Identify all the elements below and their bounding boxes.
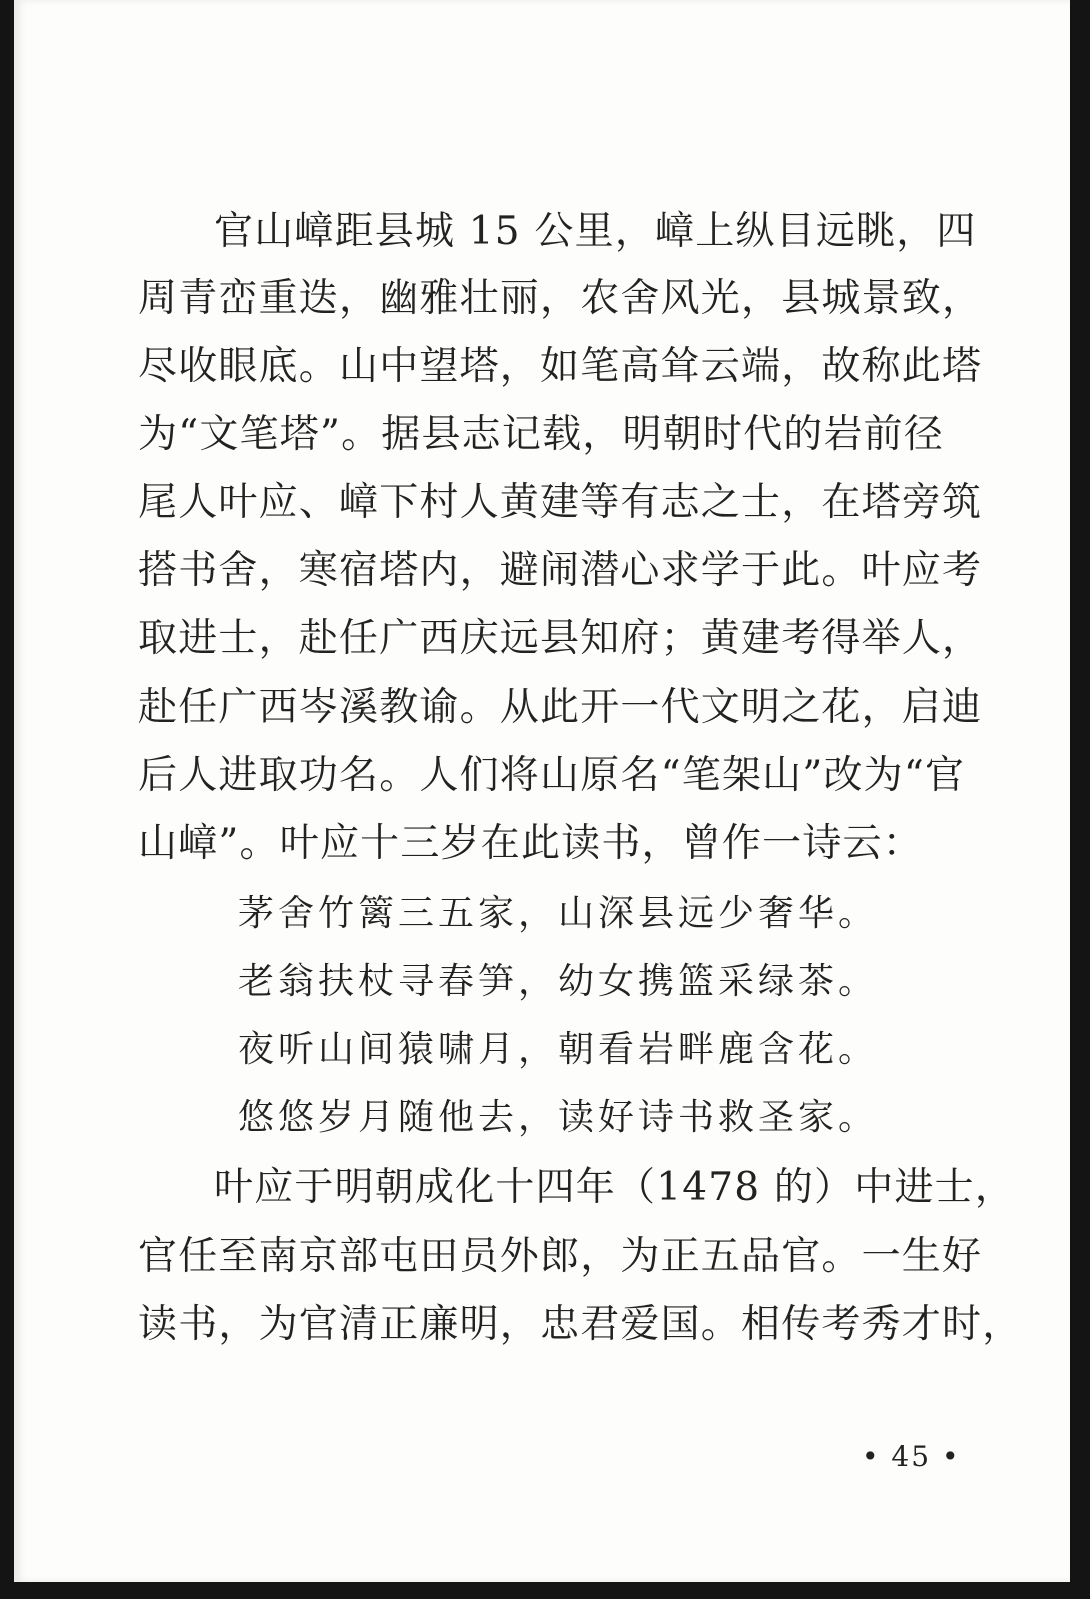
paragraph-1-line-7: 取进士，赴任广西庆远县知府；黄建考得举人， — [138, 616, 983, 661]
paragraph-1-line-1: 官山嶂距县城 15 公里，嶂上纵目远眺，四 — [214, 209, 977, 254]
paragraph-1-line-8: 赴任广西岑溪教谕。从此开一代文明之花，启迪 — [138, 685, 983, 730]
poem-line-3: 夜听山间猿啸月，朝看岩畔鹿含花。 — [238, 1029, 879, 1070]
page-number: • 45 • — [862, 1440, 961, 1473]
paragraph-2-line-1: 叶应于明朝成化十四年（1478 的）中进士， — [214, 1165, 1016, 1210]
poem-line-4: 悠悠岁月随他去，读好诗书救圣家。 — [238, 1097, 879, 1138]
paragraph-2-line-3: 读书，为官清正廉明，忠君爱国。相传考秀才时， — [138, 1302, 1023, 1347]
poem-line-1: 茅舍竹篱三五家，山深县远少奢华。 — [238, 893, 879, 934]
paragraph-1-line-9: 后人进取功名。人们将山原名“笔架山”改为“官 — [138, 753, 966, 798]
paragraph-1-line-6: 搭书舍，寒宿塔内，避闹潜心求学于此。叶应考 — [138, 548, 983, 593]
poem-line-2: 老翁扶杖寻春笋，幼女携篮采绿茶。 — [238, 961, 879, 1002]
paragraph-2-line-2: 官任至南京部屯田员外郎，为正五品官。一生好 — [138, 1234, 983, 1279]
paragraph-1-line-3: 尽收眼底。山中望塔，如笔高耸云端，故称此塔 — [138, 344, 983, 389]
book-page — [14, 0, 1070, 1582]
paragraph-1-line-10: 山嶂”。叶应十三岁在此读书，曾作一诗云： — [138, 821, 923, 866]
paragraph-1-line-4: 为“文笔塔”。据县志记载，明朝时代的岩前径 — [138, 412, 945, 457]
paragraph-1-line-5: 尾人叶应、嶂下村人黄建等有志之士，在塔旁筑 — [138, 480, 983, 525]
paragraph-1-line-2: 周青峦重迭，幽雅壮丽，农舍风光，县城景致， — [138, 276, 983, 321]
